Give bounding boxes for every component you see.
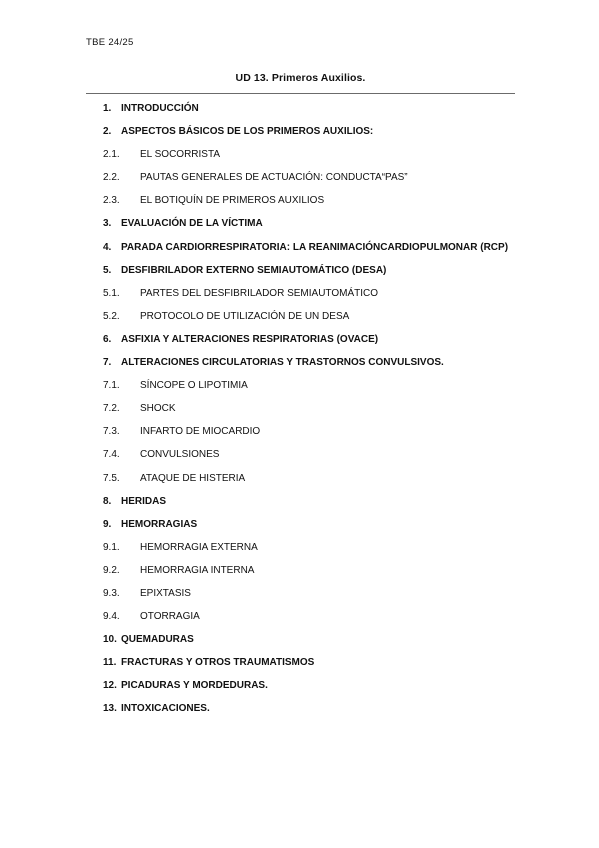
toc-section — [0, 239, 599, 262]
toc-section — [0, 700, 599, 723]
toc-subsection — [0, 539, 599, 562]
toc-text: INTOXICACIONES. — [121, 703, 210, 715]
document-title: UD 13. Primeros Auxilios. — [235, 72, 366, 84]
toc-section — [0, 331, 599, 354]
toc-number: 3. — [103, 218, 112, 230]
toc-text: EVALUACIÓN DE LA VÍCTIMA — [121, 218, 263, 230]
toc-subsection — [0, 423, 599, 446]
toc-number: 7.3. — [103, 426, 120, 438]
toc-section — [0, 677, 599, 700]
toc-number: 6. — [103, 333, 112, 345]
toc-text: HERIDAS — [121, 495, 167, 507]
toc-subsection — [0, 470, 599, 493]
toc-number: 2.3. — [103, 195, 120, 207]
toc-text: DESFIBRILADOR EXTERNO SEMIAUTOMÁTICO (DESA) — [121, 264, 387, 276]
toc-text: ASFIXIA Y ALTERACIONES RESPIRATORIAS (OVACE) — [121, 333, 379, 345]
toc-number: 9.2. — [103, 564, 120, 576]
toc-number: 8. — [103, 495, 112, 507]
toc-subsection — [0, 562, 599, 585]
toc-text: EL BOTIQUÍN DE PRIMEROS AUXILIOS — [140, 195, 325, 207]
toc-text: PARADA CARDIORRESPIRATORIA: LA REANIMACIÓNCARDIOPULMONAR (RCP) — [121, 241, 509, 253]
toc-text: ATAQUE DE HISTERIA — [140, 472, 246, 484]
toc-subsection — [0, 192, 599, 215]
toc-section — [0, 631, 599, 654]
toc-number: 13. — [103, 703, 117, 715]
toc-number: 1. — [103, 103, 112, 114]
toc-number: 7.4. — [103, 449, 120, 461]
toc-text: ALTERACIONES CIRCULATORIAS Y TRASTORNOS CONVULSIVOS. — [121, 357, 444, 369]
toc-subsection — [0, 169, 599, 192]
toc-number: 2.1. — [103, 149, 120, 161]
toc-text: INFARTO DE MIOCARDIO — [140, 426, 261, 438]
toc-number: 7.5. — [103, 472, 120, 484]
toc-number: 9.4. — [103, 611, 120, 623]
toc-section — [0, 262, 599, 285]
toc-number: 7.2. — [103, 403, 120, 415]
toc-number: 4. — [103, 241, 112, 253]
toc-text: PAUTAS GENERALES DE ACTUACIÓN: CONDUCTA“PAS” — [140, 172, 408, 184]
toc-number: 5. — [103, 264, 112, 276]
toc-section — [0, 516, 599, 539]
toc-text: PROTOCOLO DE UTILIZACIÓN DE UN DESA — [140, 310, 350, 322]
toc-subsection — [0, 146, 599, 169]
toc-section — [0, 354, 599, 377]
toc-text: ASPECTOS BÁSICOS DE LOS PRIMEROS AUXILIOS: — [121, 126, 374, 138]
toc-subsection — [0, 308, 599, 331]
toc-subsection — [0, 377, 599, 400]
toc-subsection — [0, 285, 599, 308]
toc-subsection — [0, 585, 599, 608]
toc-text: PARTES DEL DESFIBRILADOR SEMIAUTOMÁTICO — [140, 287, 379, 299]
toc-number: 10. — [103, 634, 117, 646]
toc-text: HEMORRAGIA INTERNA — [140, 564, 255, 576]
title-divider — [86, 93, 515, 94]
toc-number: 5.1. — [103, 287, 120, 299]
toc-text: OTORRAGIA — [140, 611, 200, 623]
toc-number: 5.2. — [103, 310, 120, 322]
toc-number: 2.2. — [103, 172, 120, 184]
toc-text: EPIXTASIS — [140, 587, 191, 599]
toc-text: INTRODUCCIÓN — [121, 103, 199, 114]
toc-section — [0, 100, 599, 123]
toc-text: CONVULSIONES — [140, 449, 220, 461]
toc-section — [0, 654, 599, 677]
toc-number: 9.3. — [103, 587, 120, 599]
toc-section — [0, 123, 599, 146]
toc-text: QUEMADURAS — [121, 634, 194, 646]
toc-text: HEMORRAGIA EXTERNA — [140, 541, 258, 553]
toc-subsection — [0, 400, 599, 423]
toc-text: EL SOCORRISTA — [140, 149, 221, 161]
toc-text: HEMORRAGIAS — [121, 518, 198, 530]
toc-section — [0, 493, 599, 516]
toc-number: 9. — [103, 518, 112, 530]
toc-number: 7. — [103, 357, 112, 369]
toc-text: FRACTURAS Y OTROS TRAUMATISMOS — [121, 657, 315, 669]
toc-text: SHOCK — [140, 403, 176, 415]
toc-subsection — [0, 446, 599, 469]
header-code: TBE 24/25 — [86, 37, 134, 48]
toc-number: 11. — [103, 657, 117, 669]
toc-text: SÍNCOPE O LIPOTIMIA — [140, 380, 248, 392]
table-of-contents — [0, 100, 599, 724]
toc-number: 7.1. — [103, 380, 120, 392]
toc-number: 12. — [103, 680, 117, 692]
toc-section — [0, 215, 599, 238]
toc-subsection — [0, 608, 599, 631]
toc-number: 2. — [103, 126, 112, 138]
toc-number: 9.1. — [103, 541, 120, 553]
toc-text: PICADURAS Y MORDEDURAS. — [121, 680, 268, 692]
